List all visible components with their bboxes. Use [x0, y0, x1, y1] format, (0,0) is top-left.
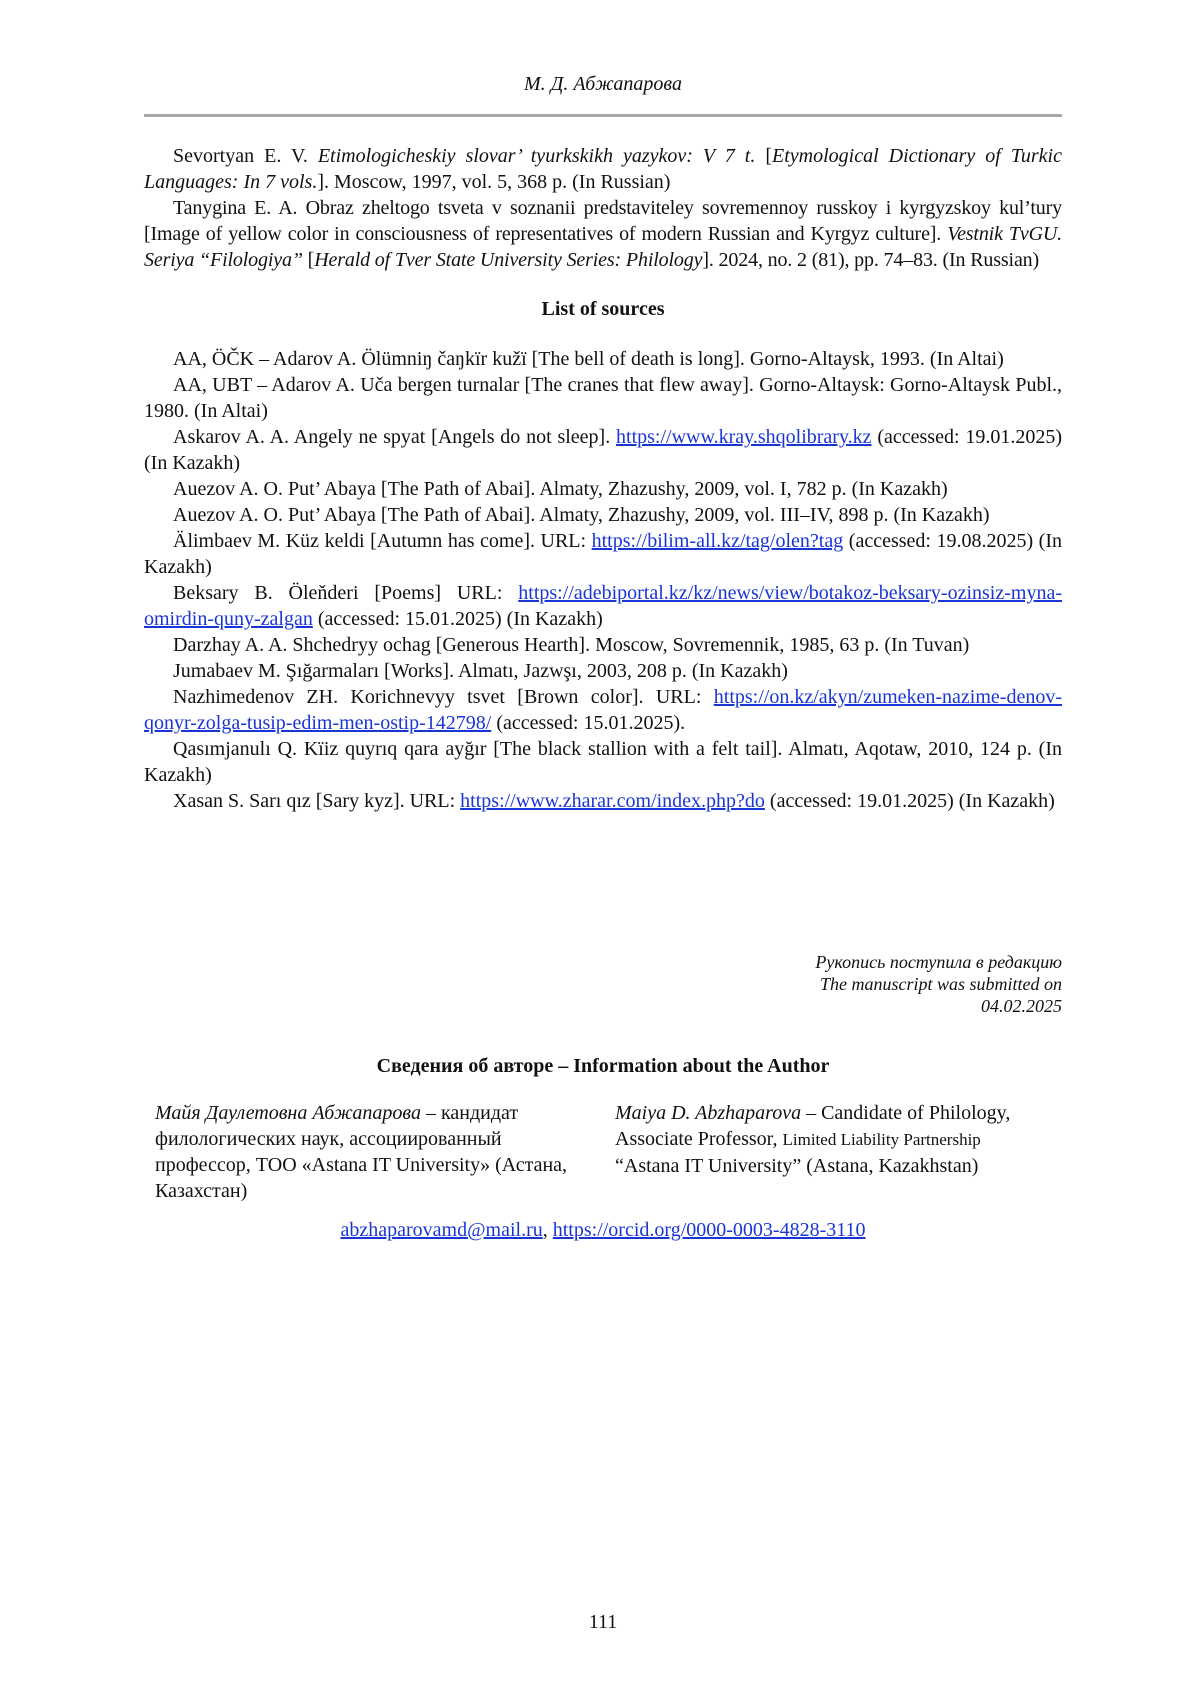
source-entry: Jumabaev M. Şığarmaları [Works]. Almatı, Jazwşı, 2003, 208 p. (In Kazakh)	[173, 660, 788, 682]
reference-entry: Tanygina E. A. Obraz zheltogo tsveta v soznanii predstaviteley sovremennoy russkoy i kyrgyzskoy kul’tury [Image of yellow color in consciousness of representatives of modern Russian and Kyrgyz culture]. Vestnik TvGU. Seriya “Filologiya” [Herald of Tver State University Series: Philology]. 2024, no. 2 (81), pp. 74–83. (In Russian)	[144, 197, 1063, 271]
source-link[interactable]: https://adebiportal.kz/kz/news/view/botakoz-beksary-ozinsiz-myna-omirdin-quny-zalgan	[144, 582, 1062, 630]
author-name-en: Maiya D. Abzhaparova	[615, 1102, 802, 1124]
header-divider	[144, 114, 1062, 117]
email-link[interactable]: abzhaparovamd@mail.ru	[340, 1219, 543, 1241]
source-entry: Xasan S. Sarı qız [Sary kyz]. URL: https://www.zharar.com/index.php?do (accessed: 19.01.2025) (In Kazakh)	[173, 790, 1055, 812]
source-entry: Qasımjanulı Q. Kïiz quyrıq qara ayğır [The black stallion with a felt tail]. Almatı, Aqotaw, 2010, 124 p. (In Kazakh)	[144, 738, 1062, 786]
submission-note: Рукопись поступила в редакцию The manuscript was submitted on 04.02.2025	[700, 951, 1062, 1017]
source-entry: Älimbaev M. Küz keldi [Autumn has come]. URL: https://bilim-all.kz/tag/olen?tag (accessed: 19.08.2025) (In Kazakh)	[144, 530, 1062, 578]
source-entry: Auezov A. O. Put’ Abaya [The Path of Abai]. Almaty, Zhazushy, 2009, vol. III–IV, 898 p. (In Kazakh)	[173, 504, 990, 526]
source-link[interactable]: https://www.kray.shqolibrary.kz	[616, 426, 872, 448]
source-entry: AA, UBT – Adarov A. Uča bergen turnalar [The cranes that flew away]. Gorno-Altaysk: Gorno-Altaysk Publ., 1980. (In Altai)	[144, 374, 1062, 422]
sources-heading: List of sources	[541, 298, 665, 320]
source-entry: Darzhay A. A. Shchedryy ochag [Generous Hearth]. Moscow, Sovremennik, 1985, 63 p. (In Tuvan)	[173, 634, 970, 656]
source-link[interactable]: https://www.zharar.com/index.php?do	[460, 790, 765, 812]
source-link[interactable]: https://on.kz/akyn/zumeken-nazime-denov-qonyr-zolga-tusip-edim-men-ostip-142798/	[144, 686, 1062, 734]
main-text	[144, 143, 1062, 814]
source-entry: AA, ÖČK – Adarov A. Ölümniŋ čaŋkïr kužï [The bell of death is long]. Gorno-Altaysk, 1993. (In Altai)	[173, 348, 1004, 370]
author-contacts: abzhaparovamd@mail.ru, https://orcid.org/0000-0003-4828-3110	[340, 1219, 866, 1241]
page-number: 111	[588, 1611, 618, 1633]
reference-entry: Sevortyan E. V. Etimologicheskiy slovar’ tyurkskikh yazykov: V 7 t. [Etymological Dictionary of Turkic Languages: In 7 vols.]. Moscow, 1997, vol. 5, 368 p. (In Russian)	[144, 145, 1062, 193]
submission-date: 04.02.2025	[981, 996, 1062, 1016]
author-info-heading: Сведения об авторе – Information about the Author	[376, 1055, 830, 1077]
source-entry: Nazhimedenov ZH. Korichnevyy tsvet [Brown color]. URL: https://on.kz/akyn/zumeken-nazime-denov-qonyr-zolga-tusip-edim-men-ostip-142798/ (accessed: 15.01.2025).	[144, 686, 1062, 734]
source-entry: Auezov A. O. Put’ Abaya [The Path of Abai]. Almaty, Zhazushy, 2009, vol. I, 782 p. (In Kazakh)	[173, 478, 948, 500]
author-info-ru: Майя Даулетовна Абжапарова – кандидат филологических наук, ассоциированный профессор, ТОО «Astana IT University» (Астана, Казахстан)	[155, 1102, 568, 1202]
author-name-ru: Майя Даулетовна Абжапарова	[155, 1102, 421, 1124]
running-head: М. Д. Абжапарова	[524, 73, 682, 95]
source-link[interactable]: https://bilim-all.kz/tag/olen?tag	[591, 530, 844, 552]
source-entry: Beksary B. Öleňderі [Poems] URL: https://adebiportal.kz/kz/news/view/botakoz-beksary-ozinsiz-myna-omirdin-quny-zalgan (accessed: 15.01.2025) (In Kazakh)	[144, 582, 1062, 630]
orcid-link[interactable]: https://orcid.org/0000-0003-4828-3110	[552, 1219, 866, 1241]
author-info-en: Maiya D. Abzhaparova – Candidate of Philology, Associate Professor, Limited Liability Partnership “Astana IT University” (Astana, Kazakhstan)	[615, 1102, 1011, 1177]
source-entry: Askarov A. A. Angely ne spyat [Angels do not sleep]. https://www.kray.shqolibrary.kz (accessed: 19.01.2025) (In Kazakh)	[144, 426, 1062, 474]
